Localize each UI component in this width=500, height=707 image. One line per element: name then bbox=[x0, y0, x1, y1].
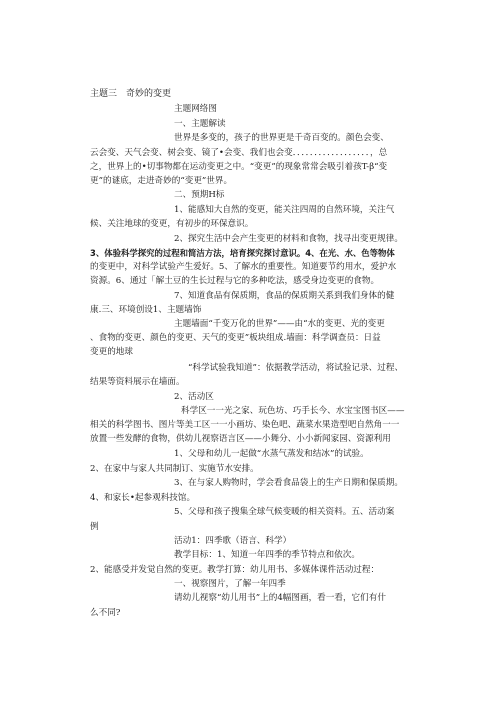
text-line: 一、视察图片，了解一年四季 bbox=[174, 579, 286, 589]
text-line: 1、能感知大自然的变更，能关注四周的自然环境，关注气 bbox=[174, 205, 395, 215]
text-line: 3、在与家人购物时，学会看食品袋上的生产日期和保质期。 bbox=[174, 478, 403, 488]
text-line: “科学试验我知道”：依据教学活动，将试验记录、过程、 bbox=[188, 363, 404, 373]
text-line: 科学区一一光之家、玩色坊、巧手长今、水宝宝图书区—— bbox=[181, 406, 405, 416]
text-line: 1、父母和幼儿一起做“水蒸气蒸发和结冰”的试验。 bbox=[174, 449, 369, 459]
text-line: 、食物的变更、颜色的变更、天气的变更”板块组成.墙面：科学调查员：日益 bbox=[90, 333, 381, 343]
text-line: 2、能感受并发觉自然的变更。教学打算：幼儿用书、多媒体课件活动过程： bbox=[90, 565, 380, 575]
text-line: 5、父母和孩子搜集全球气候变暖的相关资料。五、活动案 bbox=[174, 507, 395, 517]
text-line: 二、预期H标 bbox=[174, 190, 225, 200]
text-line: 相关的科学图书、图片等美工区一一小画坊、染色吧、蔬菜水果造型吧自然角一一 bbox=[90, 420, 400, 430]
text-line: 2、在家中与家人共同制订、实施节水安排。 bbox=[90, 464, 259, 474]
text-line: 更”的谜底，走进奇妙的“变更”世界。 bbox=[90, 176, 233, 186]
text-line: 活动1：四季歌（语言、科学） bbox=[174, 536, 292, 546]
text-line: 主题网络图 bbox=[174, 104, 217, 114]
text-line: 之，世界上的•切事物都在运动变更之中。“变更”的现象常常会吸引着孩T-β“变 bbox=[90, 162, 388, 172]
text-line: 4、和家长•起参观科技馆。 bbox=[90, 493, 196, 503]
text-line: 云会变、天气会变、树会变、镜了•会变、我们也会变．．．．．．．．．．．．．．．．．．，总 bbox=[90, 148, 388, 158]
text-line: 7、知道食品有保质期，食品的保质期关系到我们身体的健 bbox=[174, 291, 395, 301]
text-line: 一、主题解读 bbox=[174, 119, 226, 129]
text-line: 例 bbox=[90, 522, 99, 532]
text-line: 主题墙面“千变万化的世界”——由“水的变更、光的变更 bbox=[174, 319, 385, 329]
text-line: 2、探究生活中会产生变更的材料和食物，找寻出变更规律。 bbox=[174, 234, 403, 244]
text-line: 结果等资料展示在墙面。 bbox=[90, 377, 185, 387]
text-line: 的变更中，对科学试验产生爱好。5、了解水的重要性。知道要节约用水，爱护水 bbox=[90, 262, 397, 272]
text-line: 教学目标：1、知道一年四季的季节特点和依次。 bbox=[174, 550, 360, 560]
text-line: 请幼儿视察“幼儿用书”上的4幅图画，看一看，它们有什 bbox=[174, 593, 386, 603]
text-line: 变更的地球 bbox=[90, 347, 133, 357]
page-title: 主题三 奇妙的变更 bbox=[90, 89, 172, 99]
text-line: 世界是多变的，孩子的世界更是千奇百变的。颜色会变、 bbox=[174, 133, 389, 143]
text-line: 候、关注地球的变更，有初步的环保意识。 bbox=[90, 219, 254, 229]
text-line: 康.三、环境创设1、主题墙饰 bbox=[90, 305, 202, 315]
text-line: 资源。6、通过「解土豆的生长过程与它的多种吃法，感受身边变更的食物。 bbox=[90, 276, 380, 286]
text-line: 放置一些发酵的食物，供幼儿视察语言区——小舞分、小小新闻家园、资源利用 bbox=[90, 434, 391, 444]
text-line: 么不同? bbox=[90, 608, 121, 618]
text-line: 2、活动区 bbox=[174, 392, 214, 402]
text-line: 3、体验科学探究的过程和简洁方法，培育探究探讨意识。4、在光、水、色等物体 bbox=[90, 248, 395, 258]
